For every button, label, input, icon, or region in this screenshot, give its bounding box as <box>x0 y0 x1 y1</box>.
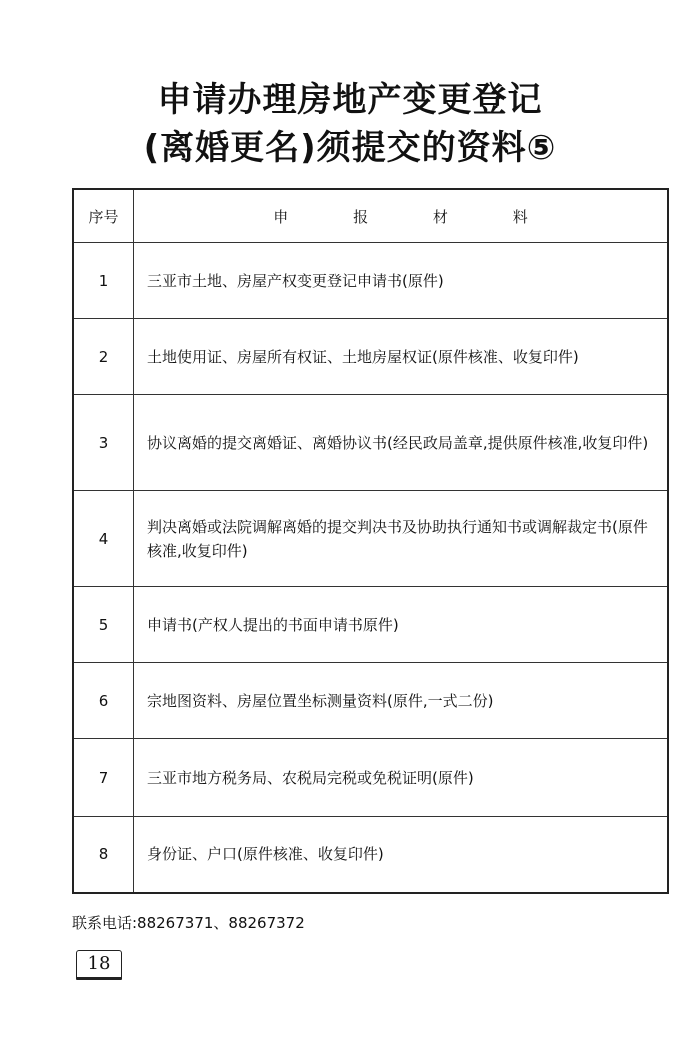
row-number: 5 <box>73 587 134 663</box>
row-number: 2 <box>73 319 134 395</box>
header-materials-char: 申 <box>273 207 289 226</box>
row-material: 三亚市土地、房屋产权变更登记申请书(原件) <box>134 243 669 319</box>
table-row <box>73 395 668 491</box>
table-row <box>73 491 668 587</box>
row-material: 判决离婚或法院调解离婚的提交判决书及协助执行通知书或调解裁定书(原件核准,收复印件) <box>134 491 669 587</box>
row-number: 3 <box>73 395 134 491</box>
table-row <box>73 739 668 817</box>
row-material: 身份证、户口(原件核准、收复印件) <box>134 817 669 893</box>
table-row <box>73 319 668 395</box>
row-number: 6 <box>73 663 134 739</box>
row-number: 1 <box>73 243 134 319</box>
table-row <box>73 587 668 663</box>
row-material: 三亚市地方税务局、农税局完税或免税证明(原件) <box>134 739 669 817</box>
row-material: 土地使用证、房屋所有权证、土地房屋权证(原件核准、收复印件) <box>134 319 669 395</box>
row-material: 宗地图资料、房屋位置坐标测量资料(原件,一式二份) <box>134 663 669 739</box>
row-number: 4 <box>73 491 134 587</box>
header-materials-char: 报 <box>353 207 369 226</box>
contact-phone: 联系电话:88267371、88267372 <box>72 914 305 932</box>
header-serial-number: 序号 <box>73 189 134 243</box>
table-row <box>73 243 668 319</box>
page-title-line-2: (离婚更名)须提交的资料⑤ <box>143 128 557 168</box>
materials-table <box>72 188 669 894</box>
page-title-line-1: 申请办理房地产变更登记 <box>157 80 543 120</box>
table-row <box>73 663 668 739</box>
header-materials-char: 材 <box>432 207 448 226</box>
page-number: 18 <box>76 950 122 980</box>
row-number: 7 <box>73 739 134 817</box>
row-material: 协议离婚的提交离婚证、离婚协议书(经民政局盖章,提供原件核准,收复印件) <box>134 395 669 491</box>
table-header-row <box>73 189 668 243</box>
header-materials-char: 料 <box>512 207 528 226</box>
row-material: 申请书(产权人提出的书面申请书原件) <box>134 587 669 663</box>
table-row <box>73 817 668 893</box>
row-number: 8 <box>73 817 134 893</box>
header-materials <box>134 189 669 243</box>
